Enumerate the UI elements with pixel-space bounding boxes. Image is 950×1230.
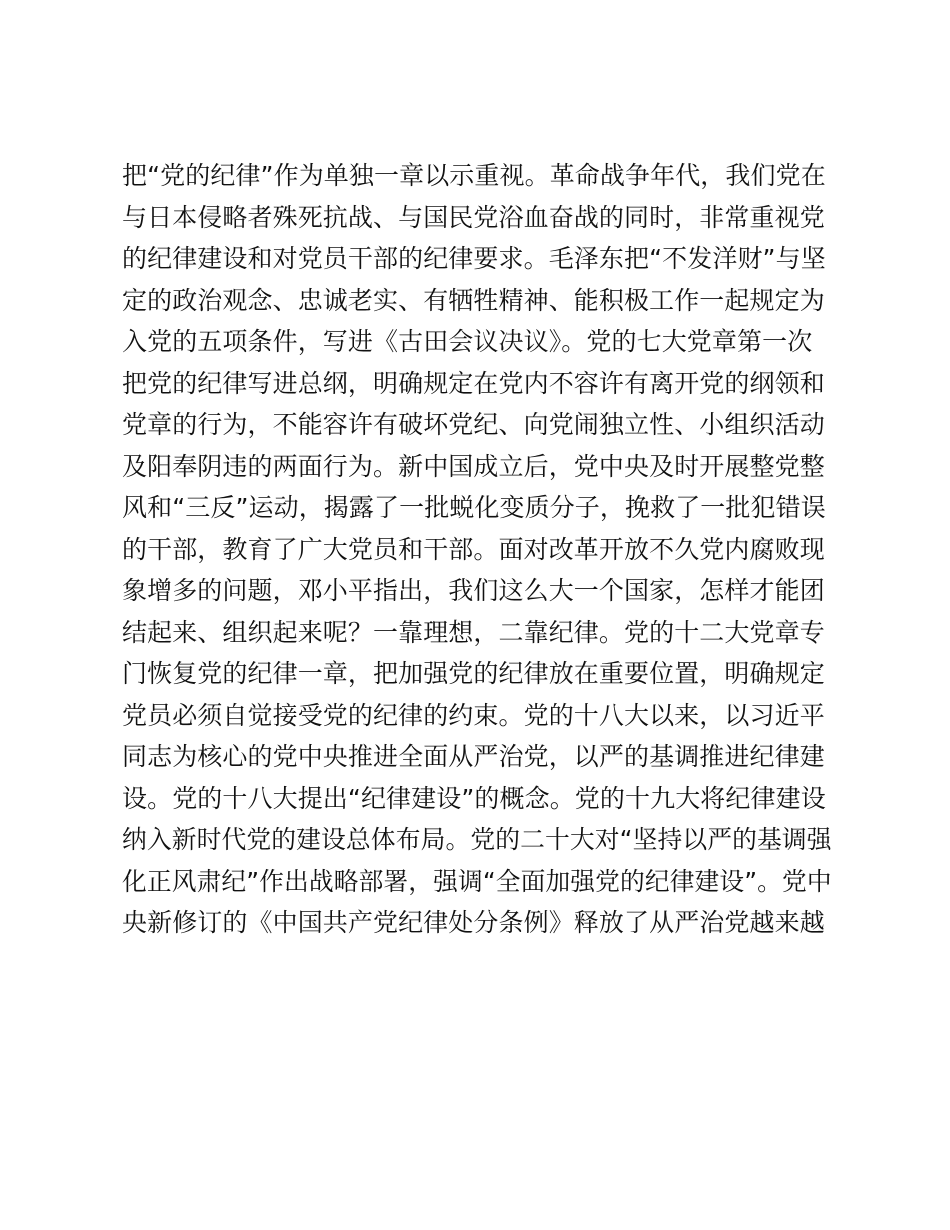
text-line: 同志为核心的党中央推进全面从严治党，以严的基调推进纪律建 xyxy=(122,742,825,771)
text-line: 的纪律建设和对党员干部的纪律要求。毛泽东把“不发洋财”与坚 xyxy=(122,244,826,273)
text-line: 门恢复党的纪律一章，把加强党的纪律放在重要位置，明确规定 xyxy=(122,659,825,688)
text-line: 定的政治观念、忠诚老实、有牺牲精神、能积极工作一起规定为 xyxy=(122,285,825,315)
text-line: 把“党的纪律”作为单独一章以示重视。革命战争年代，我们党在 xyxy=(122,161,826,190)
text-line: 把党的纪律写进总纲，明确规定在党内不容许有离开党的纲领和 xyxy=(122,368,825,398)
text-line: 结起来、组织起来呢？一靠理想，二靠纪律。党的十二大党章专 xyxy=(122,617,825,647)
text-line: 入党的五项条件，写进《古田会议决议》。党的七大党章第一次 xyxy=(122,327,813,356)
text-line: 风和“三反”运动，揭露了一批蜕化变质分子，挽救了一批犯错误 xyxy=(122,493,826,522)
text-line: 的干部，教育了广大党员和干部。面对改革开放不久党内腐败现 xyxy=(122,534,825,564)
text-line: 党员必须自觉接受党的纪律的约束。党的十八大以来，以习近平 xyxy=(122,700,825,730)
text-line: 及阳奉阴违的两面行为。新中国成立后，党中央及时开展整党整 xyxy=(122,451,825,481)
text-line: 央新修订的《中国共产党纪律处分条例》释放了从严治党越来越 xyxy=(122,908,825,937)
text-line: 象增多的问题，邓小平指出，我们这么大一个国家，怎样才能团 xyxy=(122,576,825,605)
text-line: 党章的行为，不能容许有破坏党纪、向党闹独立性、小组织活动 xyxy=(122,410,825,439)
text-line: 与日本侵略者殊死抗战、与国民党浴血奋战的同时，非常重视党 xyxy=(122,202,825,232)
text-line: 纳入新时代党的建设总体布局。党的二十大对“坚持以严的基调强 xyxy=(122,825,832,854)
body-paragraph xyxy=(122,155,832,944)
text-line: 化正风肃纪”作出战略部署，强调“全面加强党的纪律建设”。党中 xyxy=(122,866,832,896)
text-line: 设。党的十八大提出“纪律建设”的概念。党的十九大将纪律建设 xyxy=(122,783,826,813)
